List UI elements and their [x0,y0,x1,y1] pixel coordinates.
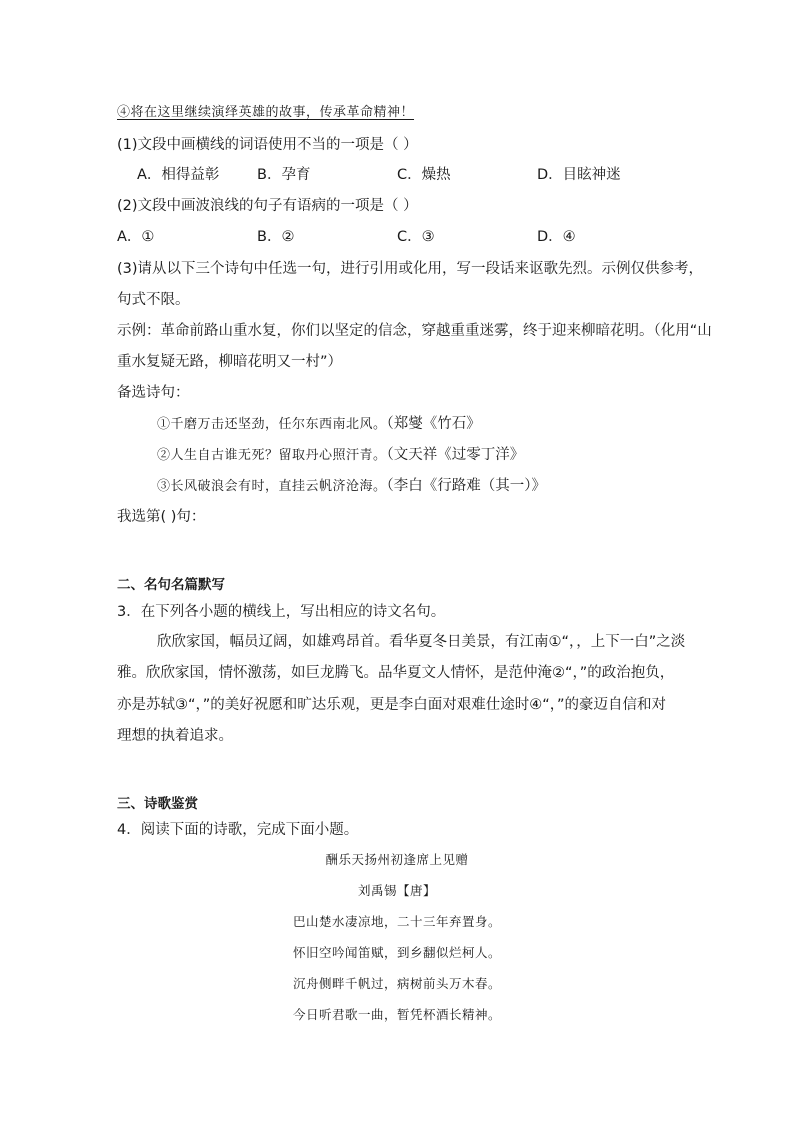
sub1-option-d: D．目眩神迷 [537,167,621,183]
q3-para-line3: 亦是苏轼③“，”的美好祝愿和旷达乐观，更是李白面对艰难仕途时④“，”的豪迈自信和对 [117,697,667,713]
candidate-verse-1 [157,414,481,435]
example-line1: 示例：革命前路山重水复，你们以坚定的信念，穿越重重迷雾，终于迎来柳暗花明。（化用“山 [117,323,712,339]
sub-question-2: (2)文段中画波浪线的句子有语病的一项是（ ） [117,198,418,214]
poem-title: 酬乐天扬州初逢席上见赠 [325,852,469,867]
q3-para-line1: 欣欣家国，幅员辽阔，如雄鸡昂首。看华夏冬日美景，有江南①“，，上下一白”之淡 [157,634,686,650]
candidate-verse-2-source: （文天祥《过零丁洋》 [386,447,525,463]
candidates-label: 备选诗句： [117,385,190,401]
candidate-verse-3-source: （李白《行路难（其一）》 [386,478,547,494]
candidate-verse-1-source: （郑燮《竹石》 [386,416,481,432]
sub2-option-d: D．④ [537,229,576,245]
candidate-verse-3-text: ③长风破浪会有时，直挂云帆济沧海。 [157,479,387,494]
candidate-verse-2-text: ②人生自古谁无死？留取丹心照汗青。 [157,448,387,463]
candidate-verse-1-text: ①千磨万击还坚劲，任尔东西南北风。 [157,417,387,432]
sub1-option-a: A．相得益彰 [137,167,220,183]
sub1-option-b: B．孕育 [257,167,311,183]
poem-author: 刘禹锡【唐】 [357,883,436,898]
poem-line-1: 巴山楚水凄凉地，二十三年弃置身。 [292,914,501,929]
sub-question-1: (1)文段中画横线的词语使用不当的一项是（ ） [117,137,418,153]
poem-line-2: 怀旧空吟闻笛赋，到乡翻似烂柯人。 [292,945,501,960]
section-2-heading: 二、名句名篇默写 [117,577,225,593]
sub2-option-a: A．① [117,229,155,245]
q3-para-line4: 理想的执着追求。 [117,728,233,744]
passage-sentence-4: ④将在这里继续演绎英雄的故事，传承革命精神！ [117,105,415,120]
poem-line-4: 今日听君歌一曲，暂凭杯酒长精神。 [292,1007,501,1022]
sub2-option-c: C．③ [397,229,435,245]
choose-line: 我选第( )句： [117,509,206,525]
candidate-verse-2 [157,445,524,466]
sub2-option-b: B．② [257,229,295,245]
example-line2: 重水复疑无路，柳暗花明又一村”） [117,354,343,370]
candidate-verse-3 [157,476,546,497]
question-3-title: 3．在下列各小题的横线上，写出相应的诗文名句。 [117,604,446,620]
sub-question-3-line2: 句式不限。 [117,292,190,308]
section-3-heading: 三、诗歌鉴赏 [117,796,198,812]
q3-para-line2: 雅。欣欣家国，情怀激荡，如巨龙腾飞。品华夏文人情怀，是范仲淹②“，”的政治抱负， [117,665,675,681]
question-4-title: 4．阅读下面的诗歌，完成下面小题。 [117,822,359,838]
sub-question-3-line1: (3)请从以下三个诗句中任选一句，进行引用或化用，写一段话来讴歌先烈。示例仅供参考， [117,261,704,277]
sub1-option-c: C．燥热 [397,167,451,183]
poem-line-3: 沉舟侧畔千帆过，病树前头万木春。 [292,976,501,991]
